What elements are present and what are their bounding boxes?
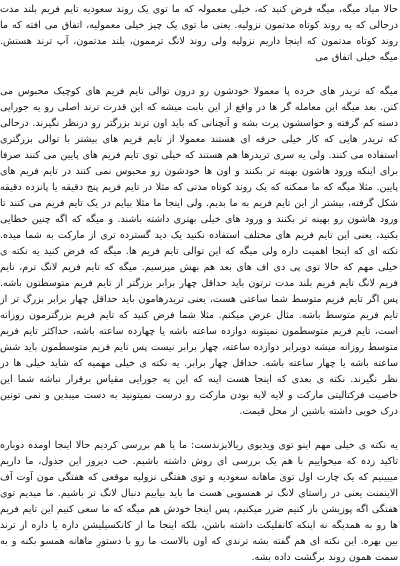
paragraph-3: یه نکته ی خیلی مهم اینو توی ویدیوی ریالایزندست: ما یا هم بررسی کردیم حالا اینجا اومده دوباره تاکید زده که میخواییم با هم یک بررسی ای روش داشته باشیم. خب دیروز این جدول، ما داریم میبینیم که یک چارت اول توی ماهانه سعودیه و توی هفتگی نزولیه موقعی که هفتگی مون آوت آف الاینمنت یعنی در راستای لانگ تر همسویی هست ما باید بیاییم دنبال لانگ تر باشیم. ما میدیم توی هفتگی اگه پوزیشن باز کنیم ضرر میکنیم، پس اینجا خودش هم میگه که ما سعی کنیم این تایم فریم ها رو به همدیگه نه اینکه کانفلیکت داشته باشن، بلکه اینجا ما از کانکسیلیشن داره یا داره از ترند بین بهره. این نکته ای هم گفته بشه ترندی که اون بالاست ما رو با دستورِ ماهانه همسو بکنه و به سمت همون روند برگشت داده بشه. — [0, 440, 398, 563]
paragraph-2: میگه که تریدر های خرده پا معمولا خودشون رو درون توالی تایم فریم های کوچیک محبوس می کنن. بعد میگه این معامله گر ها در واقع از این بابت میشه که این قدرت ترند اصلی رو یه جورایی دسته کم گرفته و حواسشون پرت بشه و آنچنانی که باید اون ترند بزرگتر رو درنظر نگیرند. درحالی که ترید‌ر هایی که کار خیلی حرفه ای هستند معمولا از تایم فریم های بیشتر با توالی بزرگتری استفاده می کنند. ولی یه سری تریدرها هم هستند که خیلی توی تایم فریم های پایین می کنند صرفا برای اینکه ورود هاشون بهینه تر بکنند و اون ها خودشون رو محبوس نمی کنند در تایم فریم های پایین. مثلا میگه که ما ممکنه که یک روند کوتاه مدتی که مثلا در تایم فریم پنج دقیقه یا پانزده دقیقه شکل گرفته، بیشتر از این تایم فریم به ما بدیم. ولی اینجا ما مثلا بیایم در یک تایم فریم می کنند تا ورود هاشون رو بهینه تر بکنند و ورود های خیلی بهتری داشته باشند. و میگه که اگه چنین خطایی بکنید، یعنی این تایم فریم های مختلف استفاده نکنید یک دید گسترده تری از مارکت به شما میده. نکته ای که اینجا اهمیت داره ولی میگه که این توالی تایم فریم ها. میگه که فرض کنید یه نکته ی خیلی مهم که حالا توی پی دی اف های بعد هم بهش میرسیم. میگه که تایم فریم لانگ ترم، تایم فریم لانگ تایم فریم بلند مدت ترتون باید حداقل چهار برابر بزرگتر از تایم فریم متوسطتون باشه. پس اگر تایم فریم متوسط شما ساعتی هست، یعنی تریدرهامون باید حداقل چهار برابر بزرگ تر از تایم فریم متوسط باشه. مثال عرض میکنم. مثلا شما فرض کنید که تایم فریم بزرگترمون روزانه است، تایم فریم متوسطمون نمیتونه دوازده ساعته باشه یا چهارده ساعته باشه، حداکثر تایم فریم متوسط روزانه میشه دوبرابر دوازده ساعته، چهار برابر نیست پس تایم فریم متوسطمون باید شش ساعته باشه یا چهار ساعته باشه. حداقل چهار برابر. یه نکته ی خیلی مهمیه که شاید خیلی ها در نظر نگیرند. نکته ی بعدی که اینجا هست اینه که این یه جورایی مقیاس برقرار نباشه شما این خاصیت فرکتالیتی مارکت و لایه لایه بودن مارکت رو درست نمیتونید به دست میبدین و نمی تونین درک خوبی داشته باشین از محل قیمت. — [0, 86, 398, 417]
paragraph-1: حالا میاد میگه، میگه فرض کنید که، خیلی معمولہ که ما توی یک روند سعودیه تایم فریم بلند مدت درحالی که یه روند کوتاه مدتمون نزولیه. یعنی ما توی یک چیز خیلی معمولیه، اتفاق می افته که ما روند کوتاه مدتمون که اینجا داریم نزولیه ولی روند لانگ ترممون، بلند مدتمون، آپ ترند هستش. میگه خیلی اتفاق می — [0, 4, 398, 63]
document-page — [0, 2, 400, 563]
